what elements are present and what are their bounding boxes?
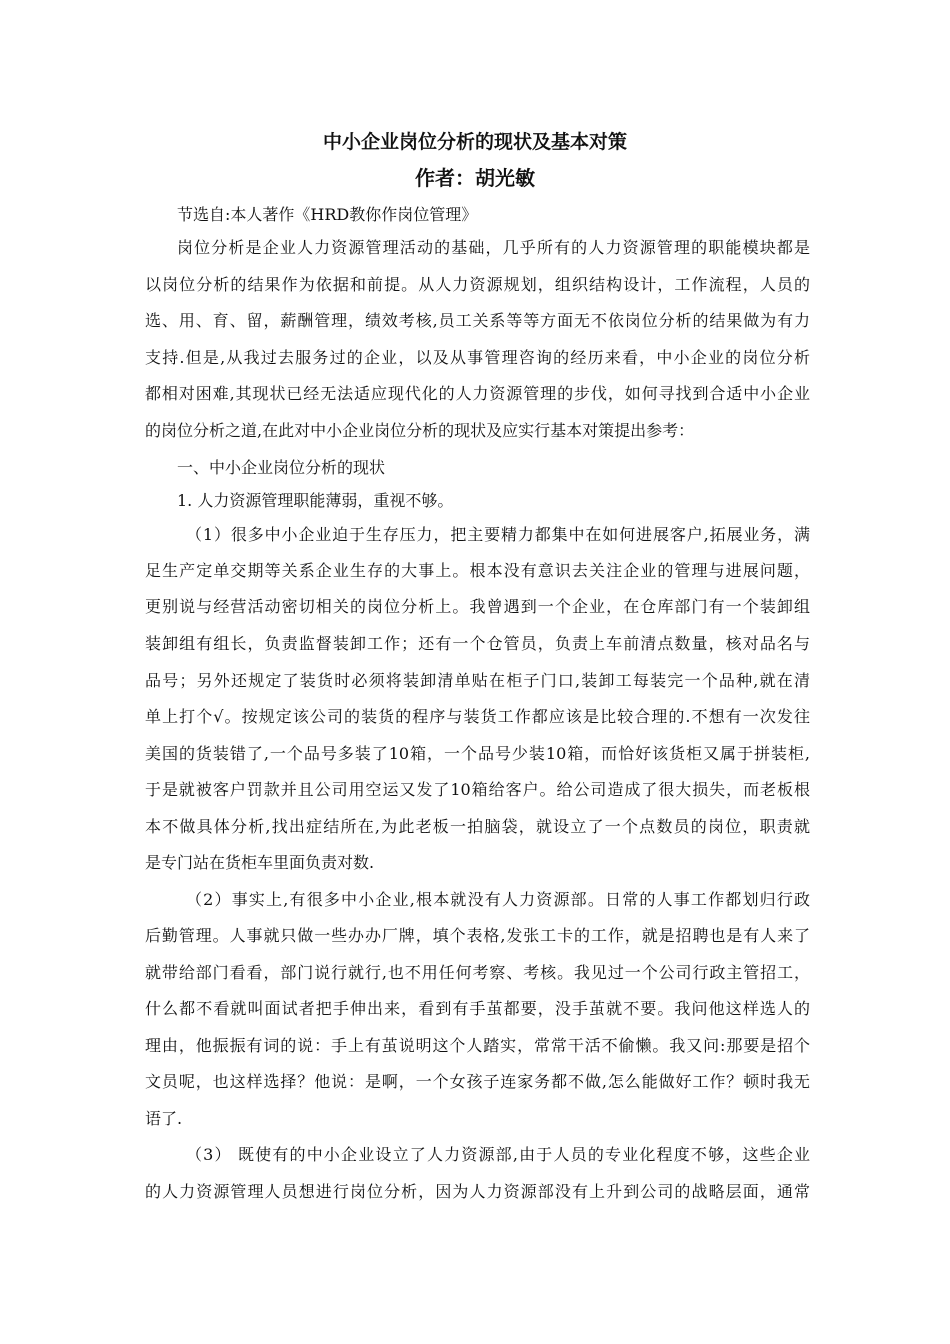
subsection-heading: 1. 人力资源管理职能薄弱，重视不够。	[177, 491, 454, 510]
paragraph-line: （3） 既使有的中小企业设立了人力资源部,由于人员的专业化程度不够，这些企业	[186, 1145, 810, 1164]
paragraph-line: 装卸组有组长，负责监督装卸工作；还有一个仓管员，负责上车前清点数量，核对品名与	[145, 634, 810, 653]
document-title: 中小企业岗位分析的现状及基本对策	[322, 131, 627, 153]
paragraph-line: 后勤管理。人事就只做一些办办厂牌，填个表格,发张工卡的工作，就是招聘也是有人来了	[145, 926, 810, 945]
paragraph-line: 选、用、育、留，薪酬管理，绩效考核,员工关系等等方面无不依岗位分析的结果做为有力	[145, 311, 810, 330]
paragraph-line: 本不做具体分析,找出症结所在,为此老板一拍脑袋，就设立了一个点数员的岗位，职责就	[145, 817, 810, 836]
paragraph-line: 语了.	[145, 1109, 183, 1128]
paragraph-line: 的岗位分析之道,在此对中小企业岗位分析的现状及应实行基本对策提出参考：	[145, 421, 695, 440]
paragraph-line: 单上打个√。按规定该公司的装货的程序与装货工作都应该是比较合理的.不想有一次发往	[145, 707, 810, 726]
paragraph-line: （2）事实上,有很多中小企业,根本就没有人力资源部。日常的人事工作都划归行政	[186, 890, 810, 909]
paragraph-line: 理由，他振振有词的说：手上有茧说明这个人踏实，常常干活不偷懒。我又问:那要是招个	[145, 1036, 810, 1055]
paragraph-line: 就带给部门看看，部门说行就行,也不用任何考察、考核。我见过一个公司行政主管招工，	[145, 963, 810, 982]
paragraph-line: 美国的货装错了,一个品号多装了10箱，一个品号少装10箱，而恰好该货柜又属于拼装柜,	[145, 744, 810, 763]
paragraph-line: 都相对困难,其现状已经无法适应现代化的人力资源管理的步伐，如何寻找到合适中小企业	[145, 384, 810, 403]
paragraph-line: 以岗位分析的结果作为依据和前提。从人力资源规划，组织结构设计，工作流程，人员的	[145, 275, 810, 294]
source-note: 节选自:本人著作《HRD教你作岗位管理》	[177, 205, 478, 224]
section-heading: 一、中小企业岗位分析的现状	[177, 458, 386, 477]
paragraph-line: 足生产定单交期等关系企业生存的大事上。根本没有意识去关注企业的管理与进展问题，	[145, 561, 810, 580]
paragraph-line: 更别说与经营活动密切相关的岗位分析上。我曾遇到一个企业，在仓库部门有一个装卸组	[145, 597, 810, 616]
paragraph-line: 支持.但是,从我过去服务过的企业，以及从事管理咨询的经历来看，中小企业的岗位分析	[145, 348, 810, 367]
paragraph-line: 什么都不看就叫面试者把手伸出来，看到有手茧都要，没手茧就不要。我问他这样选人的	[145, 999, 810, 1018]
document-author: 作者：胡光敏	[415, 166, 535, 190]
paragraph-line: 的人力资源管理人员想进行岗位分析，因为人力资源部没有上升到公司的战略层面，通常	[145, 1182, 810, 1201]
paragraph-line: 文员呢，也这样选择？他说：是啊，一个女孩子连家务都不做,怎么能做好工作？顿时我无	[145, 1072, 810, 1091]
paragraph-line: 是专门站在货柜车里面负责对数.	[145, 853, 375, 872]
paragraph-line: 岗位分析是企业人力资源管理活动的基础，几乎所有的人力资源管理的职能模块都是	[177, 238, 810, 257]
paragraph-line: 于是就被客户罚款并且公司用空运又发了10箱给客户。给公司造成了很大损失，而老板根	[145, 780, 810, 799]
paragraph-line: （1）很多中小企业迫于生存压力，把主要精力都集中在如何进展客户,拓展业务，满	[186, 525, 810, 544]
paragraph-line: 品号；另外还规定了装货时必须将装卸清单贴在柜子门口,装卸工每装完一个品种,就在清	[145, 671, 810, 690]
